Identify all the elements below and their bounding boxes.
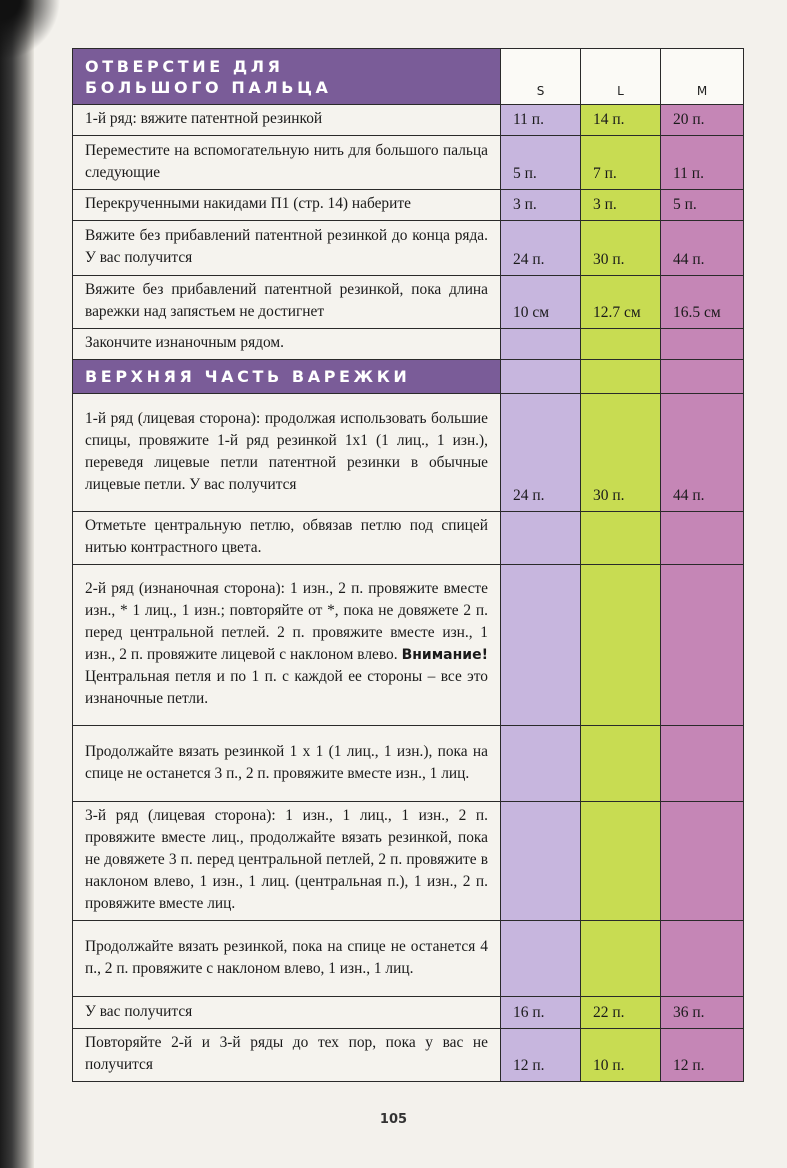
table-row (73, 565, 744, 726)
value-l (581, 921, 661, 997)
value-m (661, 726, 744, 802)
row-instruction: Повторяйте 2-й и 3-й ряды до тех пор, пока у вас не получится (73, 1029, 501, 1082)
value-m (661, 360, 744, 394)
section-title-line-1: ОТВЕРСТИЕ ДЛЯ (85, 56, 284, 76)
row-instruction: 1-й ряд (лицевая сторона): продолжая использовать большие спицы, провяжите 1-й ряд резинкой 1х1 (1 лиц., 1 изн.), переведя лицевые петли патентной резинки в обычные лицевые петли. У вас получится (73, 394, 501, 512)
row-instruction: 1-й ряд: вяжите патентной резинкой (73, 105, 501, 136)
value-m: 11 п. (661, 136, 744, 190)
value-m: 36 п. (661, 997, 744, 1029)
value-l: 14 п. (581, 105, 661, 136)
section-header-mitten-top (73, 360, 744, 394)
instruction-text: 2-й ряд (изнаночная сторона): 1 изн., 2 п. провяжите вместе изн., * 1 лиц., 1 изн.; повторяйте от *, пока не довяжете 2 п. перед центральной петлей. 2 п. провяжите вместе изн., 1 изн., 2 п. провяжите лицевой с наклоном влево. (85, 580, 488, 663)
table-row (73, 190, 744, 221)
table-row (73, 921, 744, 997)
table-row (73, 1029, 744, 1082)
value-l (581, 329, 661, 360)
warning-label: Внимание! (401, 647, 488, 663)
row-instruction: Переместите на вспомогательную нить для большого пальца следующие (73, 136, 501, 190)
table-row (73, 512, 744, 565)
row-instruction: Продолжайте вязать резинкой, пока на спице не останется 4 п., 2 п. провяжите с наклоном влево, 1 изн., 1 лиц. (73, 921, 501, 997)
value-s (501, 360, 581, 394)
row-instruction (73, 565, 501, 726)
knitting-pattern-table (72, 48, 744, 1082)
table-row (73, 726, 744, 802)
section-title-thumb-opening (73, 49, 501, 105)
value-m: 12 п. (661, 1029, 744, 1082)
value-s (501, 802, 581, 921)
row-instruction: Отметьте центральную петлю, обвязав петлю под спицей нитью контрастного цвета. (73, 512, 501, 565)
table-row (73, 105, 744, 136)
value-m (661, 512, 744, 565)
value-l: 22 п. (581, 997, 661, 1029)
row-instruction: Перекрученными накидами П1 (стр. 14) наберите (73, 190, 501, 221)
page-number: 105 (379, 1112, 408, 1127)
column-header-m: M (661, 49, 744, 105)
value-l (581, 565, 661, 726)
row-instruction: 3-й ряд (лицевая сторона): 1 изн., 1 лиц., 1 изн., 2 п. провяжите вместе лиц., продолжайте вязать резинкой, пока не довяжете 3 п. перед центральной петлей, 2 п. провяжите в наклоном влево, 1 изн., 1 лиц. (центральная п.), 1 изн., 2 п. провяжите вместе лиц. (73, 802, 501, 921)
value-s (501, 512, 581, 565)
section-title-mitten-top: ВЕРХНЯЯ ЧАСТЬ ВАРЕЖКИ (73, 360, 501, 394)
value-s (501, 565, 581, 726)
book-spine-shadow (0, 0, 34, 1168)
value-s: 3 п. (501, 190, 581, 221)
value-l: 3 п. (581, 190, 661, 221)
value-l: 10 п. (581, 1029, 661, 1082)
value-l (581, 802, 661, 921)
value-s: 5 п. (501, 136, 581, 190)
table-row (73, 997, 744, 1029)
value-s: 16 п. (501, 997, 581, 1029)
value-s (501, 726, 581, 802)
column-header-l: L (581, 49, 661, 105)
value-l (581, 726, 661, 802)
value-m: 44 п. (661, 221, 744, 276)
value-l: 30 п. (581, 394, 661, 512)
table-row (73, 221, 744, 276)
value-m (661, 329, 744, 360)
row-instruction: Продолжайте вязать резинкой 1 х 1 (1 лиц., 1 изн.), пока на спице не останется 3 п., 2 п. провяжите вместе изн., 1 лиц. (73, 726, 501, 802)
value-m: 5 п. (661, 190, 744, 221)
value-m: 44 п. (661, 394, 744, 512)
table-row (73, 276, 744, 329)
value-s: 24 п. (501, 394, 581, 512)
row-instruction: Закончите изнаночным рядом. (73, 329, 501, 360)
page-corner-shadow (0, 0, 60, 60)
value-m: 20 п. (661, 105, 744, 136)
value-m (661, 802, 744, 921)
value-l (581, 360, 661, 394)
section-title-line-2: БОЛЬШОГО ПАЛЬЦА (85, 77, 332, 97)
value-m (661, 921, 744, 997)
table-row (73, 802, 744, 921)
value-s: 11 п. (501, 105, 581, 136)
value-l: 12.7 см (581, 276, 661, 329)
value-s (501, 921, 581, 997)
value-s (501, 329, 581, 360)
value-s: 12 п. (501, 1029, 581, 1082)
section-header-thumb-opening (73, 49, 744, 105)
value-m: 16.5 см (661, 276, 744, 329)
instruction-text-continued: Центральная петля и по 1 п. с каждой ее стороны – все это изнаночные петли. (85, 668, 488, 707)
value-l: 7 п. (581, 136, 661, 190)
row-instruction: Вяжите без прибавлений патентной резинкой до конца ряда. У вас получится (73, 221, 501, 276)
value-l (581, 512, 661, 565)
table-row (73, 136, 744, 190)
value-s: 24 п. (501, 221, 581, 276)
table-row (73, 329, 744, 360)
value-s: 10 см (501, 276, 581, 329)
row-instruction: Вяжите без прибавлений патентной резинкой, пока длина варежки над запястьем не достигнет (73, 276, 501, 329)
value-m (661, 565, 744, 726)
row-instruction: У вас получится (73, 997, 501, 1029)
column-header-s: S (501, 49, 581, 105)
table-row (73, 394, 744, 512)
value-l: 30 п. (581, 221, 661, 276)
